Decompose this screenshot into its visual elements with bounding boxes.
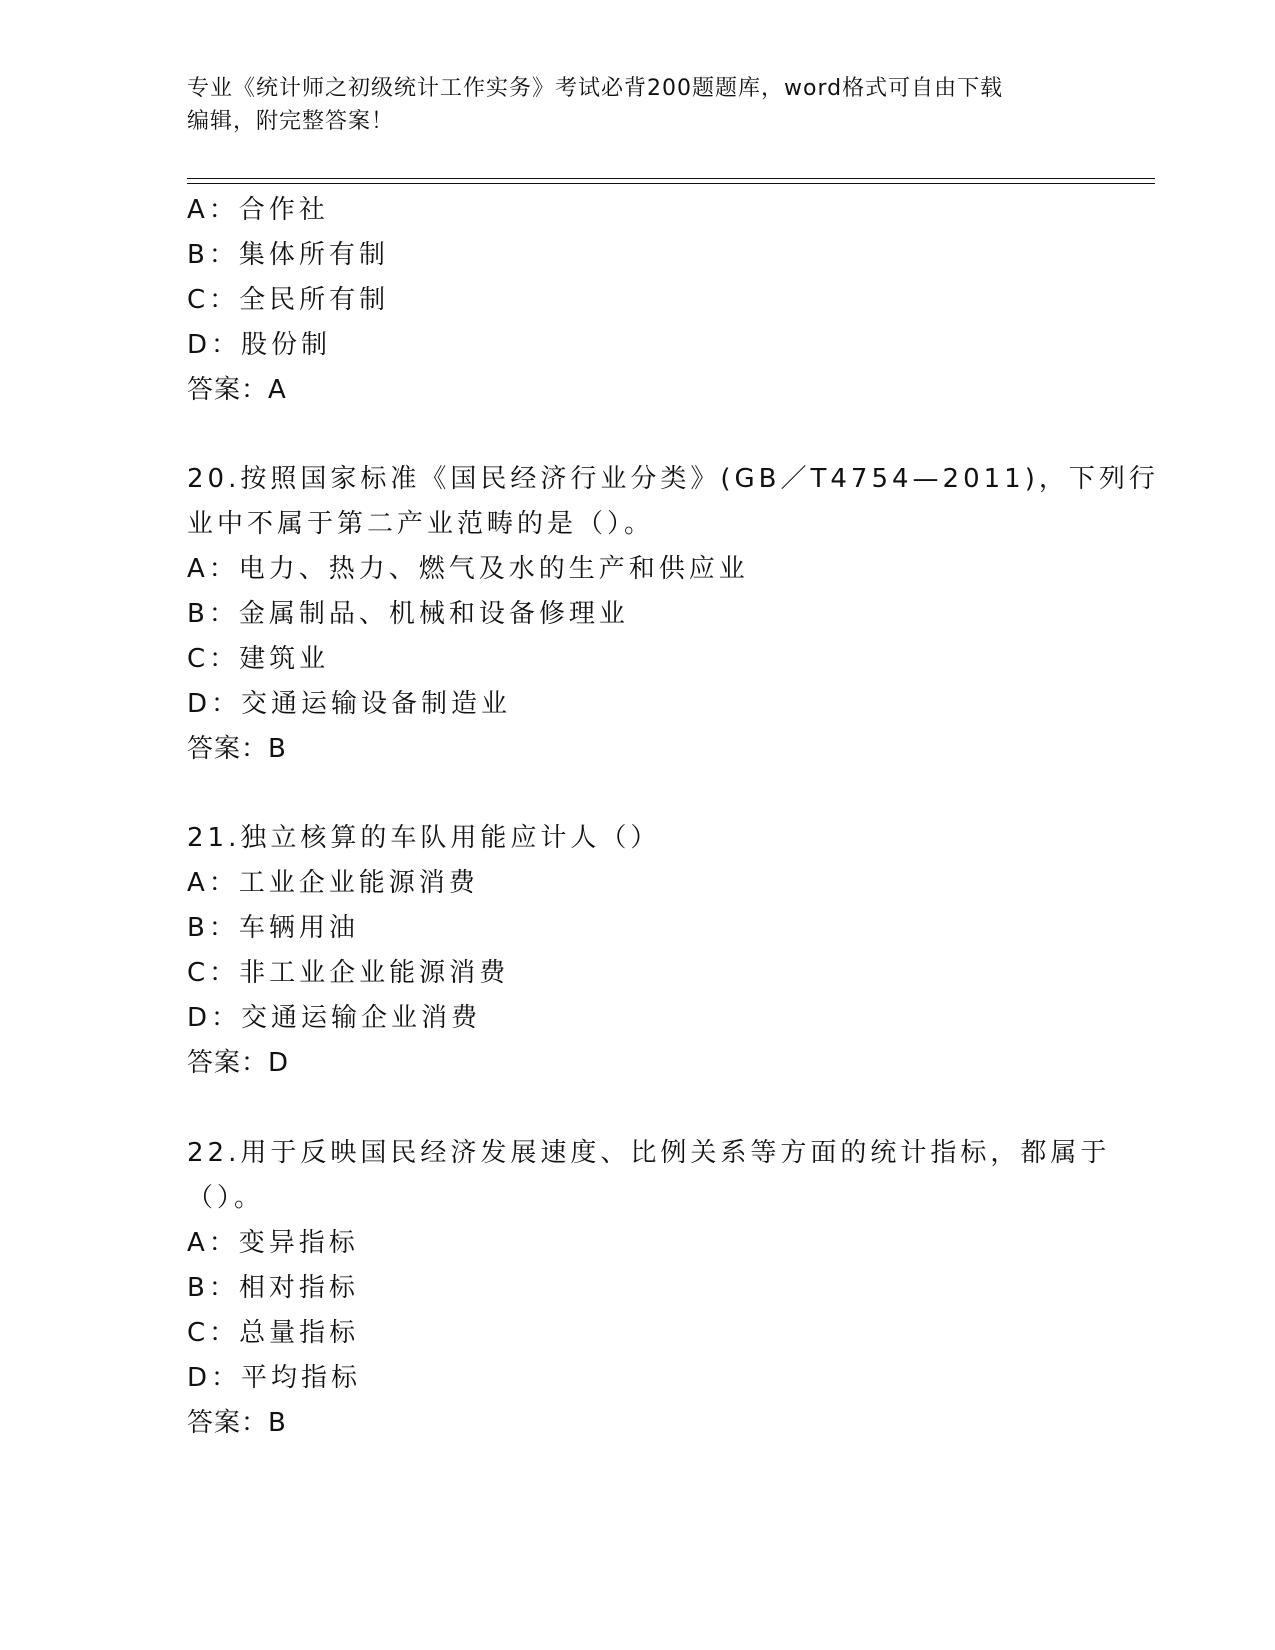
header-line-1: 专业《统计师之初级统计工作实务》考试必背200题题库，word格式可自由下载 <box>187 76 1004 101</box>
question-22-option-c: C：总量指标 <box>187 1318 360 1348</box>
header-line-2: 编辑，附完整答案！ <box>187 109 395 134</box>
prev-option-a: A：合作社 <box>187 195 329 225</box>
prev-answer: 答案：A <box>187 375 287 405</box>
question-22-option-b: B：相对指标 <box>187 1273 359 1303</box>
question-20-line-2: 业中不属于第二产业范畴的是（）。 <box>187 509 655 539</box>
question-21-answer: 答案：D <box>187 1048 290 1078</box>
question-20-line-1: 20.按照国家标准《国民经济行业分类》(GB／T4754—2011)，下列行 <box>187 464 1159 494</box>
question-20-answer: 答案：B <box>187 734 287 764</box>
question-22-option-a: A：变异指标 <box>187 1228 359 1258</box>
document-header <box>187 72 1067 138</box>
question-21-option-c: C：非工业企业能源消费 <box>187 958 510 988</box>
question-21-option-b: B：车辆用油 <box>187 913 359 943</box>
question-20-option-b: B：金属制品、机械和设备修理业 <box>187 599 629 629</box>
question-20-option-a: A：电力、热力、燃气及水的生产和供应业 <box>187 554 749 584</box>
question-20-option-d: D：交通运输设备制造业 <box>187 689 512 719</box>
question-21-option-d: D：交通运输企业消费 <box>187 1003 482 1033</box>
question-22-line-1: 22.用于反映国民经济发展速度、比例关系等方面的统计指标，都属于 <box>187 1138 1111 1168</box>
prev-option-d: D：股份制 <box>187 330 332 360</box>
question-20-option-c: C：建筑业 <box>187 644 330 674</box>
question-22-answer: 答案：B <box>187 1408 287 1438</box>
prev-option-b: B：集体所有制 <box>187 240 389 270</box>
header-divider-top <box>187 178 1155 179</box>
header-divider-bottom <box>187 183 1155 184</box>
prev-option-c: C：全民所有制 <box>187 285 390 315</box>
question-22-line-2: （）。 <box>187 1183 265 1213</box>
question-22-option-d: D：平均指标 <box>187 1363 362 1393</box>
question-21-option-a: A：工业企业能源消费 <box>187 868 479 898</box>
question-21-line-1: 21.独立核算的车队用能应计人（） <box>187 823 661 853</box>
